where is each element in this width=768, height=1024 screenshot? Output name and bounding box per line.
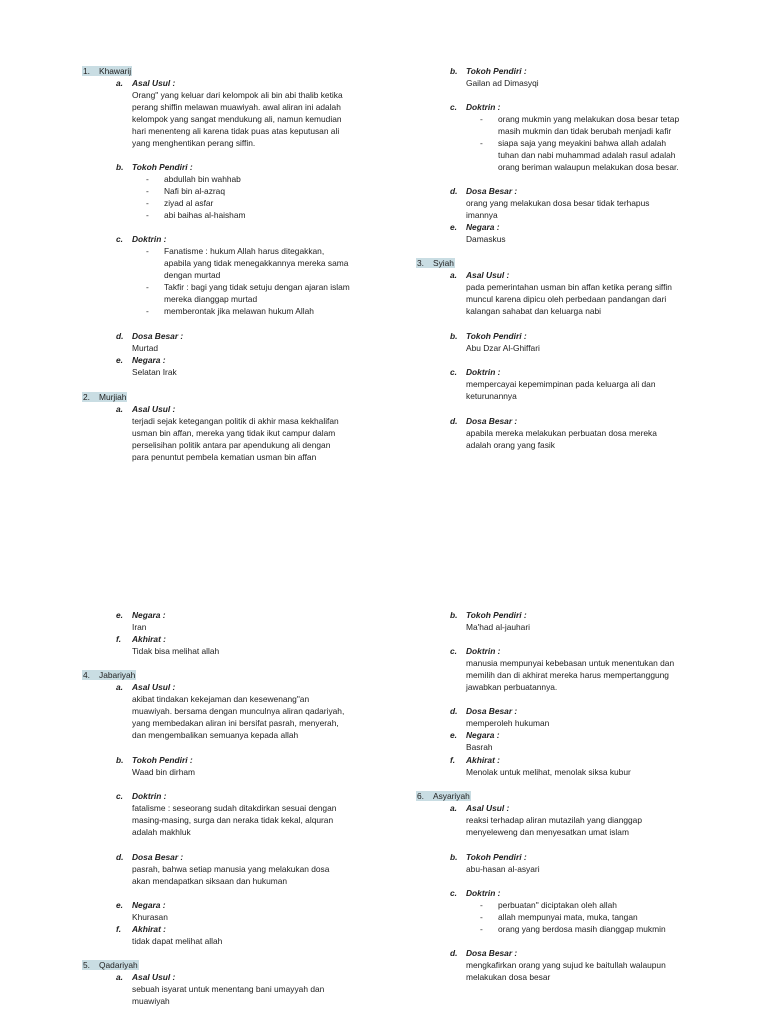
- section-1-heading: [82, 65, 132, 77]
- subheading-doktrin: c. Doktrin :: [116, 791, 167, 801]
- subheading-asal-usul: a. Asal Usul :: [116, 78, 176, 88]
- text-line: melakukan dosa besar: [466, 972, 551, 982]
- text-line: apabila mereka melakukan perbuatan dosa mereka: [466, 428, 657, 438]
- subheading-doktrin: c. Doktrin :: [450, 367, 501, 377]
- section-5-heading: [82, 959, 139, 971]
- text-line: muawiyah: [132, 996, 170, 1006]
- section-number: 2.: [83, 392, 90, 402]
- text-line: Menolak untuk melihat, menolak siksa kubur: [466, 767, 631, 777]
- subheading-doktrin: c. Doktrin :: [450, 102, 501, 112]
- section-3-heading: [416, 257, 455, 269]
- subheading-negara: e. Negara :: [450, 222, 500, 232]
- subheading-dosa-besar: d. Dosa Besar :: [116, 852, 184, 862]
- subheading-tokoh-pendiri: b. Tokoh Pendiri :: [116, 755, 193, 765]
- text-line: Basrah: [466, 742, 493, 752]
- subheading-dosa-besar: d. Dosa Besar :: [450, 186, 518, 196]
- text-line: Tidak bisa melihat allah: [132, 646, 220, 656]
- text-line: keturunannya: [466, 391, 517, 401]
- section-number: 3.: [417, 258, 424, 268]
- subheading-asal-usul: a. Asal Usul :: [116, 404, 176, 414]
- section-title: Murjiah: [99, 392, 127, 402]
- section-title: Khawarij: [99, 66, 132, 76]
- text-line: memperoleh hukuman: [466, 718, 550, 728]
- section-number: 6.: [417, 791, 424, 801]
- subheading-doktrin: c. Doktrin :: [116, 234, 167, 244]
- section-title: Asyariyah: [433, 791, 470, 801]
- list-item: - abi baihas al-haisham: [146, 210, 246, 220]
- subheading-doktrin: c. Doktrin :: [450, 888, 501, 898]
- subheading-asal-usul: a. Asal Usul :: [116, 682, 176, 692]
- list-item: - allah mempunyai mata, muka, tangan: [480, 912, 638, 922]
- subheading-dosa-besar: d. Dosa Besar :: [450, 948, 518, 958]
- list-item: - orang mukmin yang melakukan dosa besar tetap: [480, 114, 680, 124]
- subheading-akhirat: f. Akhirat :: [450, 755, 500, 765]
- subheading-akhirat: f. Akhirat :: [116, 634, 166, 644]
- text-line: Selatan Irak: [132, 367, 177, 377]
- list-item: - siapa saja yang meyakini bahwa allah adalah: [480, 138, 667, 148]
- text-line: yang membedakan aliran ini bersifat pasrah, menyerah,: [132, 718, 339, 728]
- section-title: Qadariyah: [99, 960, 138, 970]
- text-line: orang beriman walaupun melakukan dosa besar.: [498, 162, 679, 172]
- text-line: apabila yang tidak menegakkannya mereka sama: [164, 258, 349, 268]
- text-line: jawabkan perbuatannya.: [466, 682, 558, 692]
- text-line: pasrah, bahwa setiap manusia yang melakukan dosa: [132, 864, 330, 874]
- text-line: terjadi sejak ketegangan politik di akhir masa kekhalifan: [132, 416, 339, 426]
- subheading-tokoh-pendiri: b. Tokoh Pendiri :: [450, 610, 527, 620]
- section-2-heading: [82, 391, 127, 403]
- text-line: Waad bin dirham: [132, 767, 195, 777]
- text-line: kalangan sahabat dan keluarga nabi: [466, 306, 602, 316]
- list-item: - abdullah bin wahhab: [146, 174, 241, 184]
- subheading-negara: e. Negara :: [116, 610, 166, 620]
- section-number: 4.: [83, 670, 90, 680]
- subheading-dosa-besar: d. Dosa Besar :: [450, 416, 518, 426]
- subheading-tokoh-pendiri: b. Tokoh Pendiri :: [116, 162, 193, 172]
- list-item: - perbuatan" diciptakan oleh allah: [480, 900, 617, 910]
- list-item: - orang yang berdosa masih dianggap mukmin: [480, 924, 666, 934]
- text-line: akibat tindakan kekejaman dan kesewenang"an: [132, 694, 310, 704]
- subheading-tokoh-pendiri: b. Tokoh Pendiri :: [450, 66, 527, 76]
- text-line: kelompok yang sangat mendukung ali, namun kemudian: [132, 114, 342, 124]
- text-line: dan mengembalikan semuanya kepada allah: [132, 730, 299, 740]
- text-line: pada pemerintahan usman bin affan ketika perang siffin: [466, 282, 672, 292]
- text-line: adalah orang yang fasik: [466, 440, 555, 450]
- text-line: orang yang melakukan dosa besar tidak terhapus: [466, 198, 650, 208]
- section-number: 5.: [83, 960, 90, 970]
- subheading-asal-usul: a. Asal Usul :: [450, 270, 510, 280]
- subheading-negara: e. Negara :: [450, 730, 500, 740]
- text-line: fatalisme : seseorang sudah ditakdirkan sesuai dengan: [132, 803, 337, 813]
- text-line: mereka dianggap murtad: [164, 294, 258, 304]
- text-line: Gailan ad Dimasyqi: [466, 78, 539, 88]
- text-line: Ma'had al-jauhari: [466, 622, 530, 632]
- text-line: mengkafirkan orang yang sujud ke baitullah walaupun: [466, 960, 666, 970]
- subheading-negara: e. Negara :: [116, 900, 166, 910]
- subheading-asal-usul: a. Asal Usul :: [116, 972, 176, 982]
- text-line: Murtad: [132, 343, 159, 353]
- text-line: muncul karena dipicu oleh perbedaan pandangan dari: [466, 294, 667, 304]
- text-line: adalah makhluk: [132, 827, 191, 837]
- text-line: sebuah isyarat untuk menentang bani umayyah dan: [132, 984, 325, 994]
- text-line: masih mukmin dan tidak berubah menjadi kafir: [498, 126, 672, 136]
- text-line: tidak dapat melihat allah: [132, 936, 223, 946]
- subheading-tokoh-pendiri: b. Tokoh Pendiri :: [450, 852, 527, 862]
- text-line: imannya: [466, 210, 498, 220]
- text-line: dengan murtad: [164, 270, 221, 280]
- subheading-asal-usul: a. Asal Usul :: [450, 803, 510, 813]
- text-line: memilih dan di akhirat mereka harus mempertanggung: [466, 670, 669, 680]
- text-line: tuhan dan nabi muhammad adalah rasul adalah: [498, 150, 676, 160]
- list-item: - Nafi bin al-azraq: [146, 186, 225, 196]
- list-item: - Takfir : bagi yang tidak setuju dengan ajaran islam: [146, 282, 350, 292]
- text-line: Khurasan: [132, 912, 168, 922]
- subheading-negara: e. Negara :: [116, 355, 166, 365]
- text-line: perang shiffin melawan muawiyah. awal aliran ini adalah: [132, 102, 341, 112]
- section-4-heading: [82, 669, 136, 681]
- subheading-dosa-besar: d. Dosa Besar :: [450, 706, 518, 716]
- text-line: masing-masing, surga dan neraka tidak kekal, alquran: [132, 815, 334, 825]
- list-item: - ziyad al asfar: [146, 198, 214, 208]
- text-line: akan mendapatkan siksaan dan hukuman: [132, 876, 288, 886]
- text-line: manusia mempunyai kebebasan untuk menentukan dan: [466, 658, 675, 668]
- text-line: para penuntut pembela kematian usman bin affan: [132, 452, 317, 462]
- section-6-heading: [416, 790, 471, 802]
- list-item: - memberontak jika melawan hukum Allah: [146, 306, 314, 316]
- list-item: - Fanatisme : hukum Allah harus ditegakkan,: [146, 246, 325, 256]
- subheading-dosa-besar: d. Dosa Besar :: [116, 331, 184, 341]
- text-line: Iran: [132, 622, 147, 632]
- section-title: Jabariyah: [99, 670, 136, 680]
- text-line: hari menenteng ali karena tidak puas atas keputusan ali: [132, 126, 340, 136]
- text-line: Orang" yang keluar dari kelompok ali bin abi thalib ketika: [132, 90, 343, 100]
- text-line: usman bin affan, mereka yang tidak ikut campur dalam: [132, 428, 336, 438]
- text-line: mempercayai kepemimpinan pada keluarga ali dan: [466, 379, 656, 389]
- section-title: Syiah: [433, 258, 454, 268]
- text-line: yang menghentikan perang siffin.: [132, 138, 256, 148]
- text-line: Damaskus: [466, 234, 506, 244]
- subheading-tokoh-pendiri: b. Tokoh Pendiri :: [450, 331, 527, 341]
- text-line: reaksi terhadap aliran mutazilah yang dianggap: [466, 815, 642, 825]
- subheading-akhirat: f. Akhirat :: [116, 924, 166, 934]
- text-line: Abu Dzar Al-Ghiffari: [466, 343, 540, 353]
- subheading-doktrin: c. Doktrin :: [450, 646, 501, 656]
- text-line: muawiyah. bersama dengan munculnya aliran qadariyah,: [132, 706, 345, 716]
- text-line: menyeleweng dan menyesatkan umat islam: [466, 827, 629, 837]
- section-number: 1.: [83, 66, 90, 76]
- text-line: abu-hasan al-asyari: [466, 864, 540, 874]
- text-line: perselisihan politik antara par apendukung ali dengan: [132, 440, 331, 450]
